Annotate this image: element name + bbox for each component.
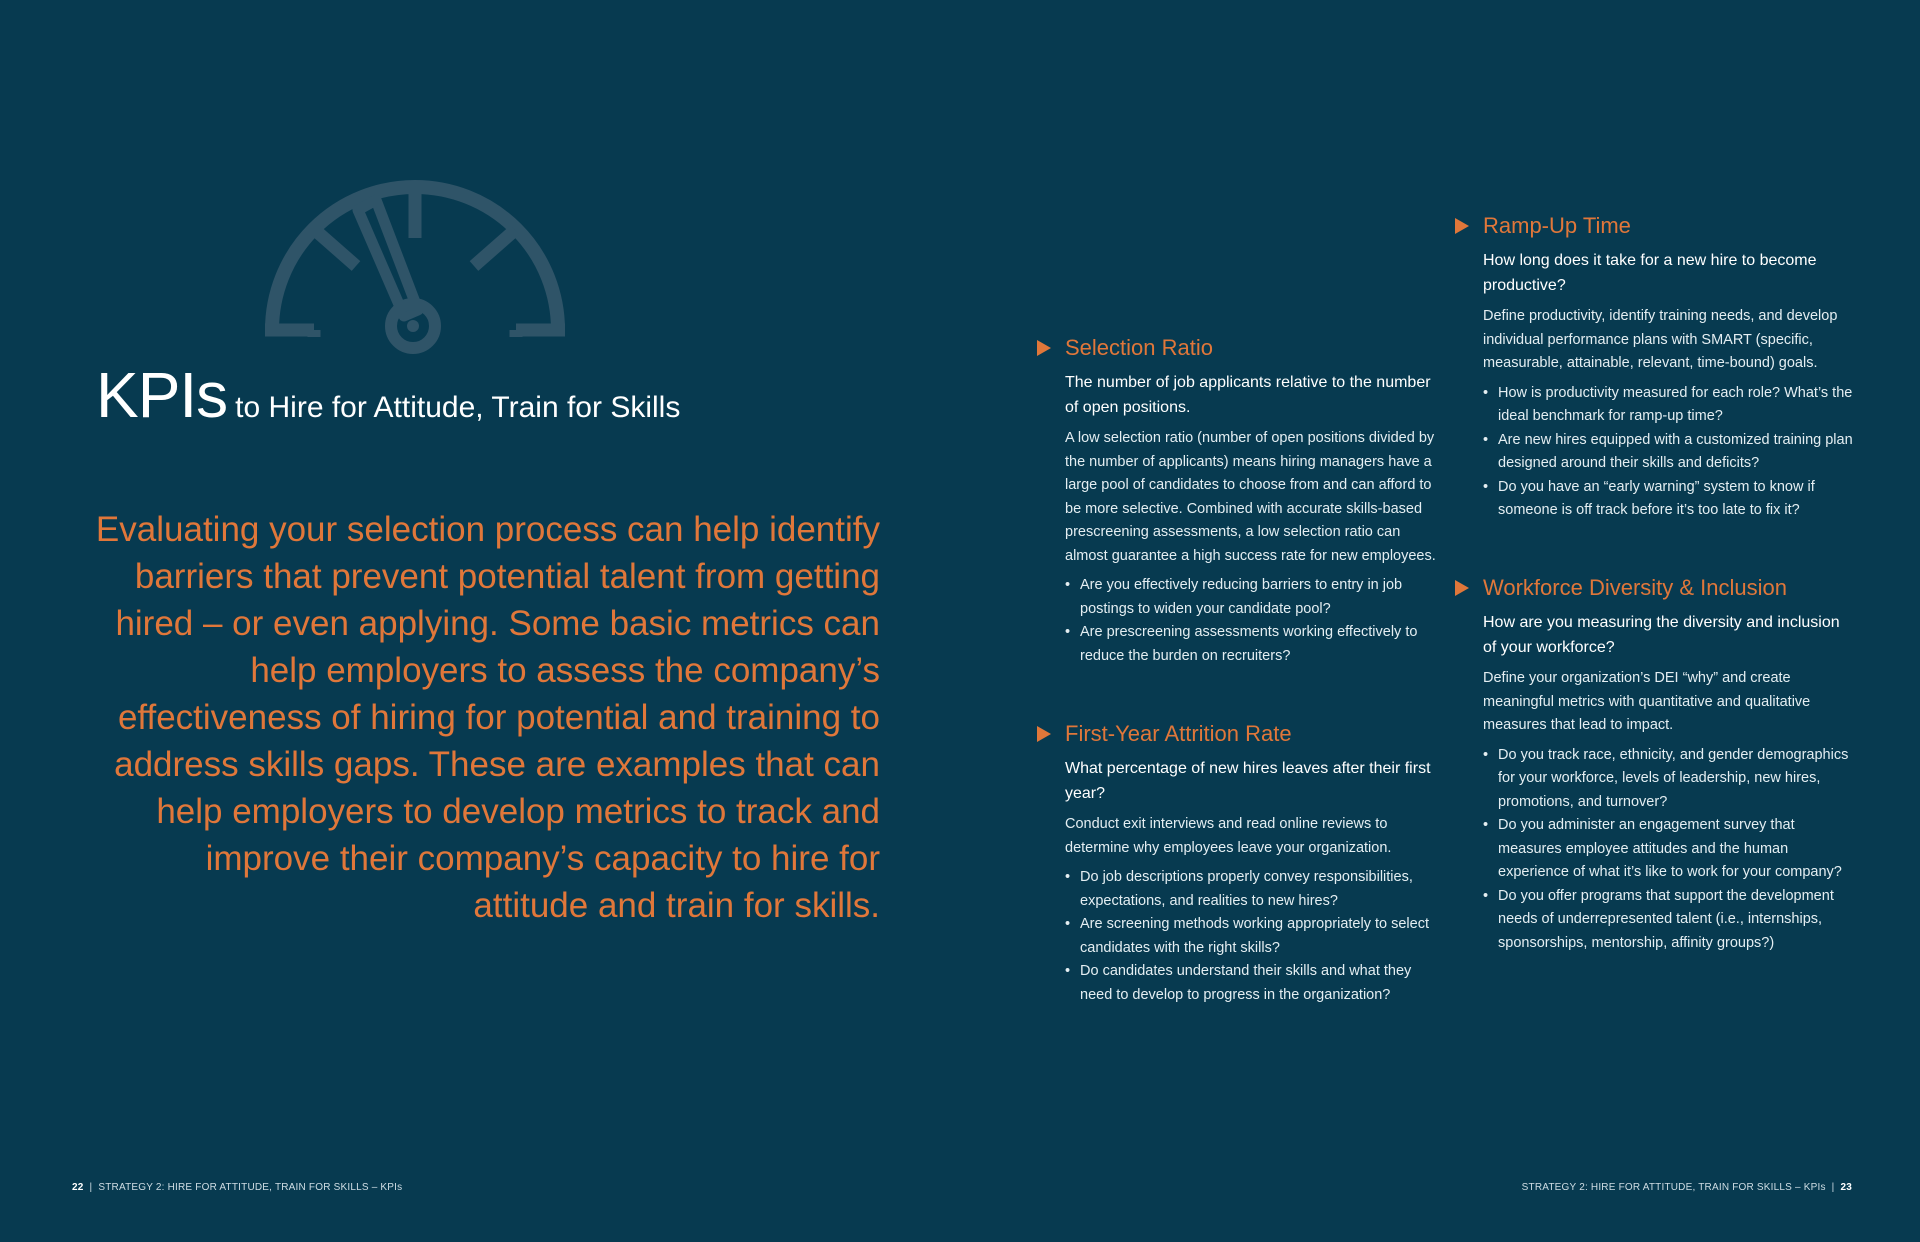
triangle-right-icon [1455,580,1469,596]
list-item: • Do you have an “early warning” system to know if someone is off track before it’s too late to fix it? [1483,476,1855,523]
list-item: • Do you track race, ethnicity, and gender demographics for your workforce, levels of leadership, new hires, promotions, and turnover? [1483,744,1855,815]
list-item: • Are prescreening assessments working effectively to reduce the burden on recruiters? [1065,621,1437,668]
list-item: • Are you effectively reducing barriers to entry in job postings to widen your candidate pool? [1065,574,1437,621]
kpi-body [1065,370,1437,668]
kpi-description: Define productivity, identify training needs, and develop individual performance plans with SMART (specific, measurable, attainable, relevant, time-bound) goals. [1483,308,1838,371]
kpi-heading [1037,718,1437,750]
kpi-bullet-list [1065,866,1437,1007]
triangle-right-icon [1455,218,1469,234]
list-item: • How is productivity measured for each role? What’s the ideal benchmark for ramp-up time? [1483,382,1855,429]
kpi-description: Define your organization’s DEI “why” and create meaningful metrics with quantitative and qualitative measures that lead to impact. [1483,670,1811,733]
kpi-selection-ratio [1037,332,1437,668]
kpi-workforce-diversity [1455,572,1855,955]
kpi-body [1483,248,1855,523]
list-item: • Do you administer an engagement survey that measures employee attitudes and the human experience of what it’s like to work for your company? [1483,814,1855,885]
kpi-bullet-list [1483,744,1855,956]
kpi-heading [1455,210,1855,242]
gauge-icon [258,170,572,370]
footer-separator: | [89,1182,93,1193]
kpi-question: How long does it take for a new hire to become productive? [1483,252,1817,294]
triangle-right-icon [1037,726,1051,742]
footer-left [72,1182,402,1193]
kpi-question: How are you measuring the diversity and inclusion of your workforce? [1483,614,1840,656]
kpi-description: Conduct exit interviews and read online reviews to determine why employees leave your organization. [1065,816,1392,856]
kpi-description: A low selection ratio (number of open positions divided by the number of applicants) means hiring managers have a large pool of candidates to choose from and can afford to be more selective. Combined with accurate skills-based prescreening assessments, a low selection ratio can almost guarantee a high success rate for new employees. [1065,430,1436,564]
lede-paragraph: Evaluating your selection process can help identify barriers that prevent potential talent from getting hired – or even applying. Some basic metrics can help employers to assess the company’s effectiveness of hiring for potential and training to address skills gaps. These are examples that can help employers to develop metrics to track and improve their company’s capacity to hire for attitude and train for skills. [95,510,880,925]
page-number-left: 22 [72,1182,84,1193]
footer-separator: | [1831,1182,1835,1193]
footer-right [1522,1182,1852,1193]
kpi-title: Ramp-Up Time [1483,213,1631,238]
page-number-right: 23 [1840,1182,1852,1193]
kpi-title: First-Year Attrition Rate [1065,721,1292,746]
kpi-title: Workforce Diversity & Inclusion [1483,575,1788,600]
list-item: • Do job descriptions properly convey responsibilities, expectations, and realities to new hires? [1065,866,1437,913]
footer-left-text: STRATEGY 2: HIRE FOR ATTITUDE, TRAIN FOR SKILLS – KPIs [98,1182,403,1193]
page-title [96,358,680,432]
list-item: • Do you offer programs that support the development needs of underrepresented talent (i.e., internships, sponsorships, mentorship, affinity groups?) [1483,885,1855,956]
kpi-body [1065,756,1437,1007]
title-kpis: KPIs [96,359,228,431]
kpi-first-year-attrition [1037,718,1437,1007]
kpi-bullet-list [1065,574,1437,668]
list-item: • Are new hires equipped with a customized training plan designed around their skills and deficits? [1483,429,1855,476]
kpi-title: Selection Ratio [1065,335,1213,360]
kpi-body [1483,610,1855,955]
triangle-right-icon [1037,340,1051,356]
kpi-ramp-up-time [1455,210,1855,523]
kpi-question: The number of job applicants relative to the number of open positions. [1065,374,1431,416]
kpi-bullet-list [1483,382,1855,523]
kpi-heading [1037,332,1437,364]
kpi-heading [1455,572,1855,604]
kpi-question: What percentage of new hires leaves after their first year? [1065,760,1431,802]
list-item: • Are screening methods working appropriately to select candidates with the right skills? [1065,913,1437,960]
list-item: • Do candidates understand their skills and what they need to develop to progress in the organization? [1065,960,1437,1007]
title-subtitle: to Hire for Attitude, Train for Skills [235,391,681,424]
footer-right-text: STRATEGY 2: HIRE FOR ATTITUDE, TRAIN FOR SKILLS – KPIs [1521,1182,1826,1193]
